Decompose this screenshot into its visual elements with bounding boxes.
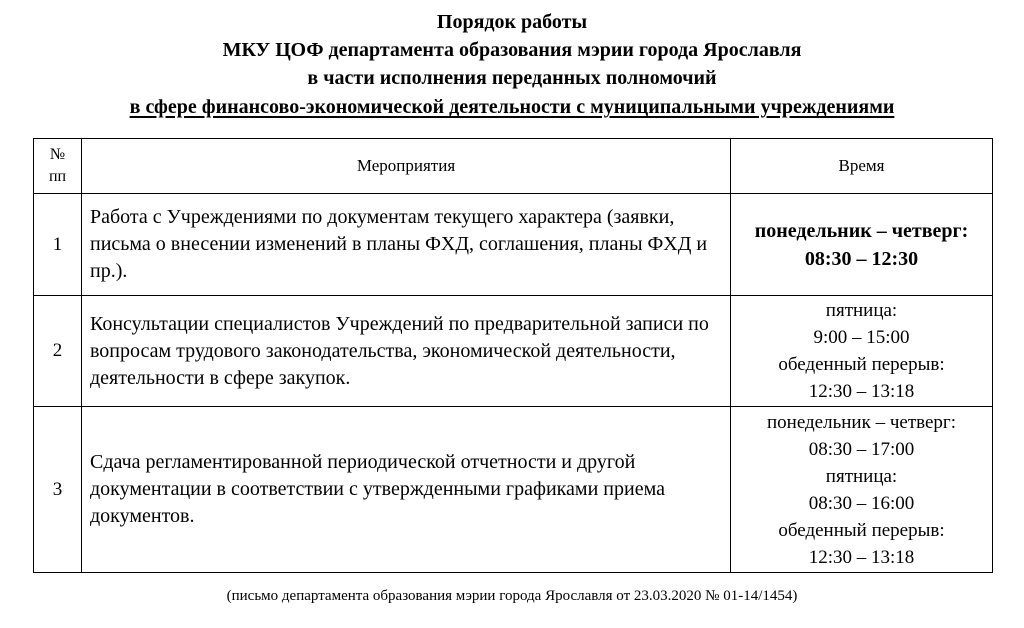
title-line-4-text: в сфере финансово-экономической деятельности с муниципальными учреждениями bbox=[129, 96, 895, 118]
time-line: 12:30 – 13:18 bbox=[808, 381, 915, 402]
table-header-row bbox=[34, 139, 993, 194]
column-header-number bbox=[34, 139, 82, 194]
time-line: 12:30 – 13:18 bbox=[808, 546, 915, 568]
document-title: Порядок работы bbox=[436, 11, 588, 33]
title-line-3: в части исполнения переданных полномочий bbox=[307, 67, 717, 89]
table-row bbox=[34, 194, 993, 296]
table-row bbox=[34, 296, 993, 407]
row-number: 2 bbox=[34, 296, 82, 407]
row-time bbox=[731, 194, 993, 296]
column-header-activity: Мероприятия bbox=[82, 139, 731, 194]
time-line: понедельник – четверг: bbox=[754, 219, 969, 242]
row-number: 1 bbox=[34, 194, 82, 296]
column-header-time: Время bbox=[731, 139, 993, 194]
time-line: понедельник – четверг: bbox=[767, 411, 956, 433]
row-activity: Работа с Учреждениями по документам текущего характера (заявки, письма о внесении изменений в планы ФХД, соглашения, планы ФХД и пр.). bbox=[82, 194, 731, 296]
row-activity: Сдача регламентированной периодической отчетности и другой документации в соответствии с утвержденными графиками приема документов. bbox=[82, 407, 731, 573]
time-line: пятница: bbox=[825, 300, 898, 321]
schedule-table bbox=[33, 138, 993, 573]
row-activity: Консультации специалистов Учреждений по предварительной записи по вопросам трудового законодательства, экономической деятельности, деятельности в сфере закупок. bbox=[82, 296, 731, 407]
row-number: 3 bbox=[34, 407, 82, 573]
time-line: 08:30 – 16:00 bbox=[808, 492, 915, 514]
time-line: 9:00 – 15:00 bbox=[813, 327, 910, 348]
row-time bbox=[731, 296, 993, 407]
organization-name: МКУ ЦОФ департамента образования мэрии города Ярославля bbox=[222, 39, 802, 61]
table-row bbox=[34, 407, 993, 573]
title-line-4 bbox=[0, 95, 1024, 120]
footnote: (письмо департамента образования мэрии города Ярославля от 23.03.2020 № 01-14/1454) bbox=[226, 588, 798, 604]
column-header-number-label: № bbox=[49, 146, 66, 163]
column-header-number-sublabel: пп bbox=[48, 168, 67, 185]
time-line: обеденный перерыв: bbox=[778, 519, 945, 541]
time-line: пятница: bbox=[825, 465, 898, 487]
time-line: 08:30 – 12:30 bbox=[804, 247, 919, 270]
time-line: 08:30 – 17:00 bbox=[808, 438, 915, 460]
row-time bbox=[731, 407, 993, 573]
time-line: обеденный перерыв: bbox=[778, 354, 945, 375]
